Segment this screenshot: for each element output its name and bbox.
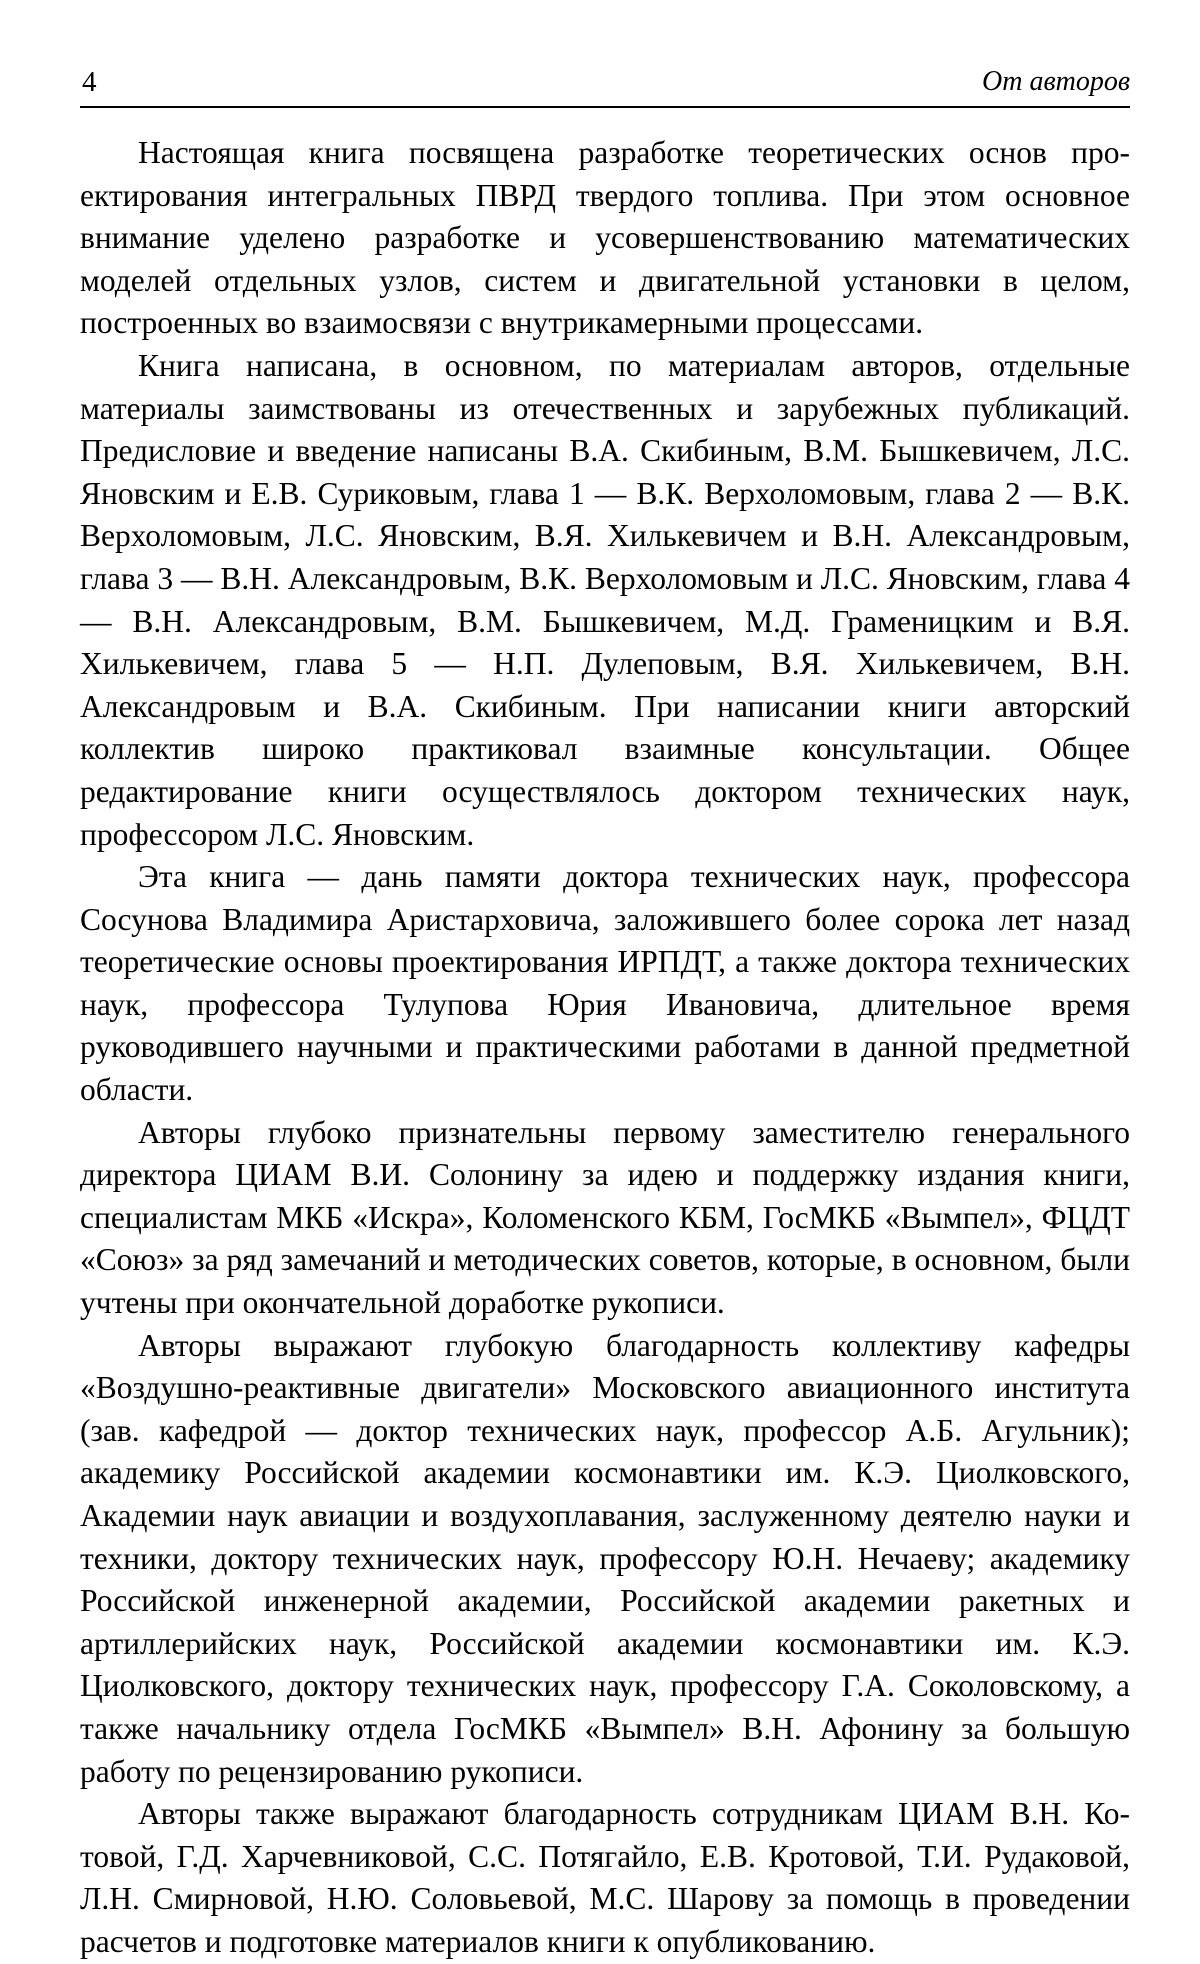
paragraph-acknowledgement-organizations: Авторы глубоко признательны первому заместителю генерального директора ЦИАМ В.И. Солонину за идею и поддержку издания книги, специалистам МКБ «Искра», Коломенского КБМ, ГосМКБ «Вымпел», ФЦДТ «Союз» за ряд замечаний и методических советов, которые, в основном, были учтены при окончательной доработке рукописи. (80, 1114, 1130, 1321)
body-text (80, 132, 1130, 1964)
book-page (80, 62, 1130, 1964)
running-title: От авторов (982, 66, 1130, 97)
paragraph-intro: Настоящая книга посвящена разработке теоретических основ проектирования интегральных ПВРД твердого топлива. При этом основное внимание уделено разработке и усовершенствованию математических моделей отдельных узлов, систем и двигательной установки в целом, построенных во взаимосвязи с внутрикамерными процессами. (80, 135, 1130, 341)
paragraph-dedication: Эта книга — дань памяти доктора технических наук, профессора Сосунова Владимира Аристарховича, заложившего более сорока лет назад теоретические основы проектирования ИРПДТ, а также доктора технических наук, профессора Тулупова Юрия Ивановича, длительное время руководившего научными и практическими работами в данной предметной области. (80, 859, 1130, 1108)
paragraph-authorship: Книга написана, в основном, по материалам авторов, отдельные материалы заимствованы из отечественных и зарубежных публикаций. Предисловие и введение написаны В.А. Скибиным, В.М. Бышкевичем, Л.С. Яновским и Е.В. Суриковым, глава 1 — В.К. Верхоломовым, глава 2 — В.К. Верхоломовым, Л.С. Яновским, В.Я. Хилькевичем и В.Н. Александровым, глава 3 — В.Н. Александровым, В.К. Верхоломовым и Л.С. Яновским, глава 4 — В.Н. Александровым, В.М. Бышкевичем, М.Д. Граменицким и В.Я. Хилькевичем, глава 5 — Н.П. Дулеповым, В.Я. Хилькевичем, В.Н. Александровым и В.А. Скибиным. При написании книги авторский коллектив широко практиковал взаимные консультации. Общее редактирование книги осуществлялось доктором технических наук, профессором Л.С. Яновским. (80, 347, 1130, 852)
paragraph-acknowledgement-reviewers: Авторы выражают глубокую благодарность коллективу кафедры «Воздушно-реактивные двигатели» Московского авиационного института (зав. кафедрой — доктор технических наук, профессор А.Б. Агульник); академику Российской академии космонавтики им. К.Э. Циолковского, Академии наук авиации и воздухоплавания, заслуженному деятелю науки и техники, доктору технических наук, профессору Ю.Н. Нечаеву; академику Российской инженерной академии, Российской академии ракетных и артиллерийских наук, Российской академии космонавтики им. К.Э. Циолковского, доктору технических наук, профессору Г.А. Соколовскому, а также начальнику отдела ГосМКБ «Вымпел» В.Н. Афонину за большую работу по рецензированию рукописи. (80, 1327, 1130, 1789)
page-number: 4 (82, 66, 97, 98)
running-head (80, 62, 1130, 108)
paragraph-acknowledgement-staff: Авторы также выражают благодарность сотрудникам ЦИАМ В.Н. Котовой, Г.Д. Харчевниковой, С.С. Потягайло, Е.В. Кротовой, Т.И. Рудаковой, Л.Н. Смирновой, Н.Ю. Соловьевой, М.С. Шарову за помощь в проведении расчетов и подготовке материалов книги к опубликованию. (80, 1796, 1130, 1959)
